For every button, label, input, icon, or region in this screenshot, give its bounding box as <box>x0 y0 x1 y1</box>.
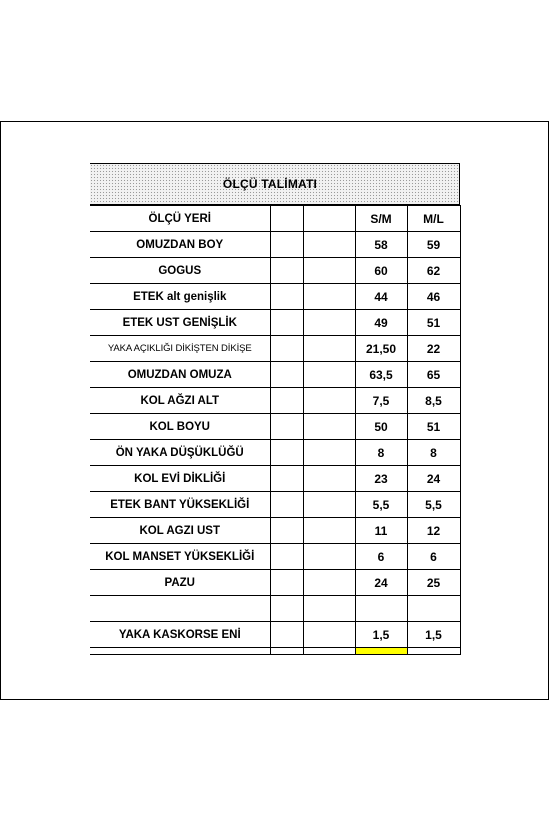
row-label: YAKA AÇIKLIĞI DİKİŞTEN DİKİŞE <box>90 336 270 362</box>
empty-cell <box>303 518 355 544</box>
value-sm: 21,50 <box>355 336 407 362</box>
value-sm: 49 <box>355 310 407 336</box>
row-label: ETEK UST GENİŞLİK <box>90 310 270 336</box>
empty-cell <box>270 492 303 518</box>
empty-cell <box>270 596 303 622</box>
value-sm: 11 <box>355 518 407 544</box>
empty-cell <box>303 362 355 388</box>
header-size-ml: M/L <box>407 206 460 232</box>
row-label: KOL AGZI UST <box>90 518 270 544</box>
value-ml: 51 <box>407 310 460 336</box>
table-row <box>90 388 460 414</box>
table-row <box>90 622 460 648</box>
empty-cell <box>270 622 303 648</box>
row-label: KOL AĞZI ALT <box>90 388 270 414</box>
value-ml: 5,5 <box>407 492 460 518</box>
title-row <box>90 163 460 205</box>
empty-cell <box>303 544 355 570</box>
table-row <box>90 440 460 466</box>
empty-cell <box>270 518 303 544</box>
value-sm: 50 <box>355 414 407 440</box>
table-row <box>90 466 460 492</box>
value-ml: 24 <box>407 466 460 492</box>
row-label: GOGUS <box>90 258 270 284</box>
empty-cell <box>303 284 355 310</box>
empty-cell <box>303 258 355 284</box>
table-row-blank <box>90 596 460 622</box>
empty-cell <box>303 596 355 622</box>
table-row <box>90 518 460 544</box>
empty-cell <box>270 310 303 336</box>
empty-cell <box>407 648 460 655</box>
empty-cell <box>270 258 303 284</box>
row-label <box>90 596 270 622</box>
value-sm: 63,5 <box>355 362 407 388</box>
empty-cell <box>303 466 355 492</box>
measurement-table <box>90 205 461 655</box>
value-sm: 7,5 <box>355 388 407 414</box>
empty-cell <box>270 206 303 232</box>
empty-cell <box>303 570 355 596</box>
header-label: ÖLÇÜ YERİ <box>90 206 270 232</box>
empty-cell <box>270 284 303 310</box>
row-label: ÖN YAKA DÜŞÜKLÜĞÜ <box>90 440 270 466</box>
row-label: KOL BOYU <box>90 414 270 440</box>
empty-cell <box>270 544 303 570</box>
value-sm: 8 <box>355 440 407 466</box>
table-row <box>90 310 460 336</box>
measurement-sheet <box>90 163 460 655</box>
value-sm: 23 <box>355 466 407 492</box>
empty-cell <box>270 466 303 492</box>
empty-cell <box>90 648 270 655</box>
value-sm: 24 <box>355 570 407 596</box>
value-ml: 1,5 <box>407 622 460 648</box>
table-row <box>90 414 460 440</box>
value-ml: 62 <box>407 258 460 284</box>
row-label: PAZU <box>90 570 270 596</box>
value-sm: 60 <box>355 258 407 284</box>
value-ml: 65 <box>407 362 460 388</box>
table-row <box>90 570 460 596</box>
row-label: OMUZDAN BOY <box>90 232 270 258</box>
empty-cell <box>270 232 303 258</box>
table-row <box>90 258 460 284</box>
value-ml: 8 <box>407 440 460 466</box>
table-tail-row <box>90 648 460 655</box>
value-sm: 58 <box>355 232 407 258</box>
empty-cell <box>303 388 355 414</box>
sheet-title: ÖLÇÜ TALİMATI <box>222 177 318 191</box>
header-row <box>90 206 460 232</box>
header-size-sm: S/M <box>355 206 407 232</box>
value-ml: 6 <box>407 544 460 570</box>
empty-cell <box>270 362 303 388</box>
empty-cell <box>303 232 355 258</box>
empty-cell <box>270 440 303 466</box>
table-row <box>90 544 460 570</box>
empty-cell <box>303 336 355 362</box>
row-label: KOL MANSET YÜKSEKLİĞİ <box>90 544 270 570</box>
table-row <box>90 232 460 258</box>
value-ml: 12 <box>407 518 460 544</box>
value-ml: 51 <box>407 414 460 440</box>
value-ml <box>407 596 460 622</box>
value-sm: 44 <box>355 284 407 310</box>
row-label: OMUZDAN OMUZA <box>90 362 270 388</box>
row-label: KOL EVİ DİKLİĞİ <box>90 466 270 492</box>
value-sm: 6 <box>355 544 407 570</box>
empty-cell <box>303 492 355 518</box>
empty-cell <box>303 310 355 336</box>
value-sm: 5,5 <box>355 492 407 518</box>
empty-cell <box>303 414 355 440</box>
value-ml: 25 <box>407 570 460 596</box>
empty-cell <box>303 440 355 466</box>
empty-cell <box>270 414 303 440</box>
empty-cell <box>270 388 303 414</box>
empty-cell <box>270 336 303 362</box>
value-ml: 59 <box>407 232 460 258</box>
empty-cell <box>303 206 355 232</box>
row-label: YAKA KASKORSE ENİ <box>90 622 270 648</box>
table-row <box>90 492 460 518</box>
empty-cell <box>303 622 355 648</box>
row-label: ETEK BANT YÜKSEKLİĞİ <box>90 492 270 518</box>
value-ml: 8,5 <box>407 388 460 414</box>
empty-cell <box>303 648 355 655</box>
value-ml: 46 <box>407 284 460 310</box>
empty-cell <box>270 648 303 655</box>
value-sm <box>355 596 407 622</box>
row-label: ETEK alt genişlik <box>90 284 270 310</box>
value-ml: 22 <box>407 336 460 362</box>
highlighted-cell <box>355 648 407 655</box>
table-row <box>90 284 460 310</box>
value-sm: 1,5 <box>355 622 407 648</box>
table-row <box>90 362 460 388</box>
table-row <box>90 336 460 362</box>
empty-cell <box>270 570 303 596</box>
